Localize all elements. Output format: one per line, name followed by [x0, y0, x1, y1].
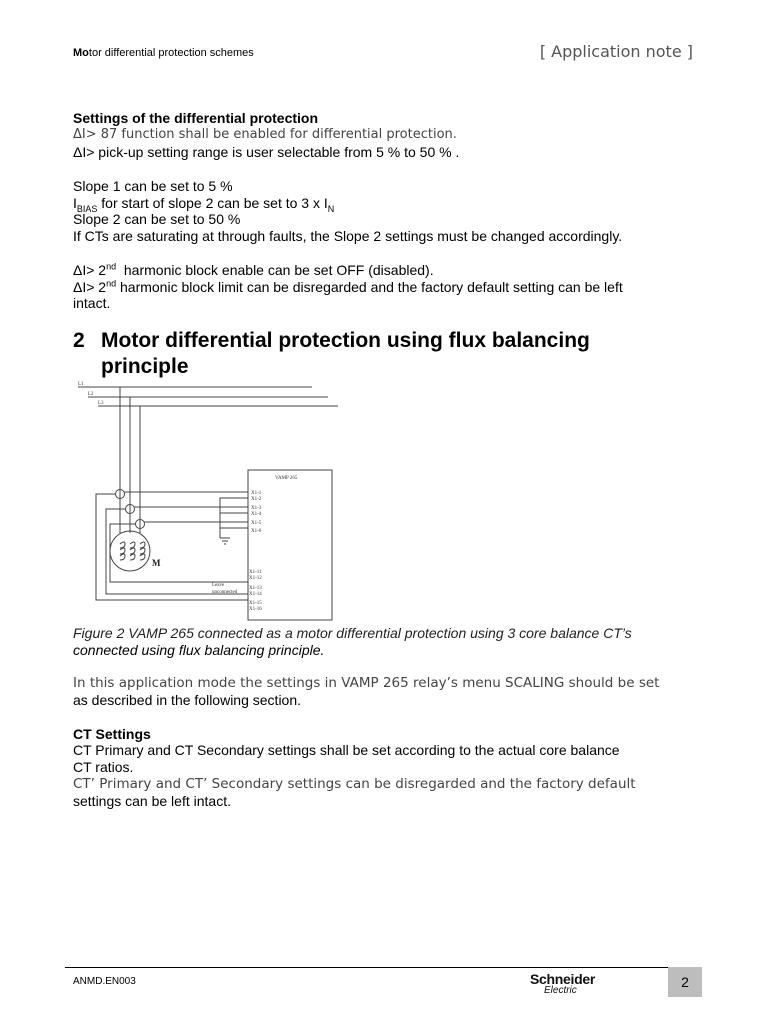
ct-line-3: CT’ Primary and CT’ Secondary settings can be disregarded and the factory default: [73, 776, 636, 792]
common-wire: [220, 498, 248, 538]
settings-line-1: ΔI> 87 function shall be enabled for differential protection.: [73, 127, 457, 142]
harm1-a: ΔI> 2: [73, 262, 107, 278]
figure-caption: [73, 625, 632, 659]
harmonic-enable-text: [73, 262, 434, 279]
terminal-x1-2: X1-2: [251, 497, 262, 502]
header-title: [73, 47, 254, 59]
ibias-mid: for start of slope 2 can be set to 3 x I: [97, 195, 328, 211]
scaling-para-line-1: In this application mode the settings in VAMP 265 relay’s menu SCALING should be set: [73, 675, 660, 691]
section-number: 2: [73, 329, 85, 352]
caption-line-2: connected using flux balancing principle.: [73, 642, 325, 658]
ct-settings-heading: CT Settings: [73, 726, 151, 742]
phase-label-l3: L3: [98, 401, 104, 406]
scaling-para-line-2: as described in the following section.: [73, 692, 302, 708]
header-title-rest: tor differential protection schemes: [88, 47, 254, 59]
terminal-x1-6: X1-6: [251, 529, 262, 534]
settings-heading: Settings of the differential protection: [73, 110, 319, 126]
harmonic-limit-text: [73, 279, 623, 296]
terminal-x1-1: X1-1: [251, 491, 262, 496]
phase-label-l1: L1: [78, 382, 84, 387]
logo-line-2: Electric: [544, 985, 577, 996]
terminal-x1-3: X1-3: [251, 506, 262, 511]
section-2-heading: [73, 328, 590, 380]
terminal-x1-16: X1-16: [249, 607, 262, 612]
caption-line-1: Figure 2 VAMP 265 connected as a motor differential protection using 3 core balance CT’s: [73, 625, 632, 641]
document-id: ANMD.EN003: [73, 976, 136, 987]
application-note-label: [ Application note ]: [539, 42, 693, 61]
return-wire-3: [110, 524, 248, 582]
terminal-x1-4: X1-4: [251, 512, 262, 517]
wiring-diagram: [70, 378, 350, 623]
motor-label: M: [152, 558, 161, 568]
harmonic-limit-text-cont: intact.: [73, 295, 111, 311]
ibias-text: [73, 195, 334, 212]
relay-label: VAMP 265: [275, 476, 298, 481]
section-title-line2: principle: [101, 355, 189, 378]
phase-label-l2: L2: [88, 392, 94, 397]
harm2-sup: nd: [106, 278, 117, 289]
slope2-text: Slope 2 can be set to 50 %: [73, 211, 241, 227]
slope1-text: Slope 1 can be set to 5 %: [73, 178, 233, 194]
terminal-x1-11: X1-11: [249, 570, 262, 575]
motor-circle: [110, 531, 150, 571]
ct-line-2: CT ratios.: [73, 759, 134, 775]
footer-rule: [65, 967, 702, 968]
header-title-bold: Mo: [73, 47, 89, 59]
terminal-x1-13: X1-13: [249, 586, 262, 591]
terminal-x1-15: X1-15: [249, 601, 262, 606]
terminal-x1-5: X1-5: [251, 521, 262, 526]
ct-saturation-text: If CTs are saturating at through faults, the Slope 2 settings must be changed accordingly.: [73, 228, 623, 244]
harm1-sup: nd: [106, 261, 117, 272]
harm2-b: harmonic block limit can be disregarded and the factory default setting can be left: [116, 279, 623, 295]
leave-label-2: unconnected: [212, 590, 238, 595]
leave-label-1: Leave: [212, 583, 225, 588]
section-title-line1: Motor differential protection using flux balancing: [101, 329, 590, 352]
ibias-prefix: I: [73, 195, 77, 211]
schneider-logo: [530, 972, 595, 996]
harm2-a: ΔI> 2: [73, 279, 107, 295]
ct-line-1: CT Primary and CT Secondary settings shall be set according to the actual core balance: [73, 742, 620, 758]
terminal-x1-12: X1-12: [249, 576, 262, 581]
logo-line-1: Schneider: [530, 971, 595, 987]
terminal-x1-14: X1-14: [249, 592, 262, 597]
ibias-sub: BIAS: [76, 203, 98, 214]
page-number: 2: [668, 967, 702, 997]
return-wire-1: [96, 494, 248, 600]
settings-line-2: ΔI> pick-up setting range is user selectable from 5 % to 50 % .: [73, 144, 460, 160]
ibias-sub-n: N: [327, 203, 335, 214]
ct-line-4: settings can be left intact.: [73, 793, 231, 809]
harm1-b: harmonic block enable can be set OFF (disabled).: [116, 262, 434, 278]
